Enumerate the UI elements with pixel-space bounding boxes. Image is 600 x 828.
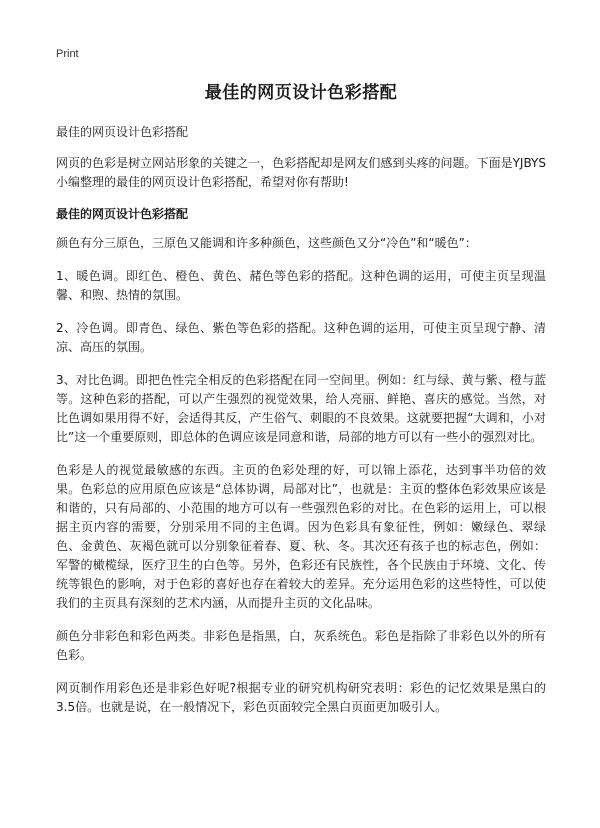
page-title: 最佳的网页设计色彩搭配	[204, 83, 398, 103]
intro-paragraph: 网页的色彩是树立网站形象的关键之一，色彩搭配却是网友们感到头疼的问题。下面是YJBYS小编整理的最佳的网页设计色彩搭配，希望对你有帮助!	[56, 156, 546, 189]
print-link[interactable]: Print	[56, 48, 79, 60]
paragraph-color-types: 颜色有分三原色，三原色又能调和许多种颜色，这些颜色又分“冷色”和“暖色”：	[56, 236, 477, 250]
article-subtitle: 最佳的网页设计色彩搭配	[56, 125, 189, 139]
paragraph-contrast-tone: 3、对比色调。即把色性完全相反的色彩搭配在同一空间里。例如：红与绿、黄与紫、橙与蓝等。这种色彩的搭配，可以产生强烈的视觉效果，给人亮丽、鲜艳、喜庆的感觉。当然，对比色调如果用得不好，会适得其反，产生俗气、刺眼的不良效果。这就要把握“大调和，小对比”这一个重要原则，即总体的色调应该是同意和谐，局部的地方可以有一些小的强烈对比。	[56, 373, 546, 444]
paragraph-color-usage: 色彩是人的视觉最敏感的东西。主页的色彩处理的好，可以锦上添花，达到事半功倍的效果。色彩总的应用原色应该是“总体协调，局部对比”，也就是：主页的整体色彩效果应该是和谐的，只有局部的、小范围的地方可以有一些强烈色彩的对比。在色彩的运用上，可以根据主页内容的需要，分别采用不同的主色调。因为色彩具有象征性，例如：嫩绿色、翠绿色、金黄色、灰褐色就可以分别象征着春、夏、秋、冬。其次还有孩子也的标志色，例如：军警的橄榄绿，医疗卫生的白色等。另外，色彩还有民族性，各个民族由于环境、文化、传统等银色的影响，对于色彩的喜好也存在着较大的差异。充分运用色彩的这些特性，可以使我们的主页具有深刻的艺术内涵，从而提升主页的文化品味。	[56, 463, 546, 610]
paragraph-cool-tone: 2、冷色调。即青色、绿色、紫色等色彩的搭配。这种色调的运用，可使主页呈现宁静、清凉、高压的氛围。	[56, 321, 546, 354]
article	[56, 82, 546, 731]
paragraph-warm-tone: 1、暖色调。即红色、橙色、黄色、赭色等色彩的搭配。这种色调的运用，可使主页呈现温馨、和煦、热情的氛围。	[56, 269, 546, 302]
paragraph-color-vs-mono: 网页制作用彩色还是非彩色好呢?根据专业的研究机构研究表明：彩色的记忆效果是黑白的3.5倍。也就是说，在一般情况下，彩色页面较完全黑白页面更加吸引人。	[56, 681, 546, 714]
section-heading: 最佳的网页设计色彩搭配	[56, 207, 189, 221]
paragraph-achromatic: 颜色分非彩色和彩色两类。非彩色是指黑，白，灰系统色。彩色是指除了非彩色以外的所有色彩。	[56, 629, 546, 662]
